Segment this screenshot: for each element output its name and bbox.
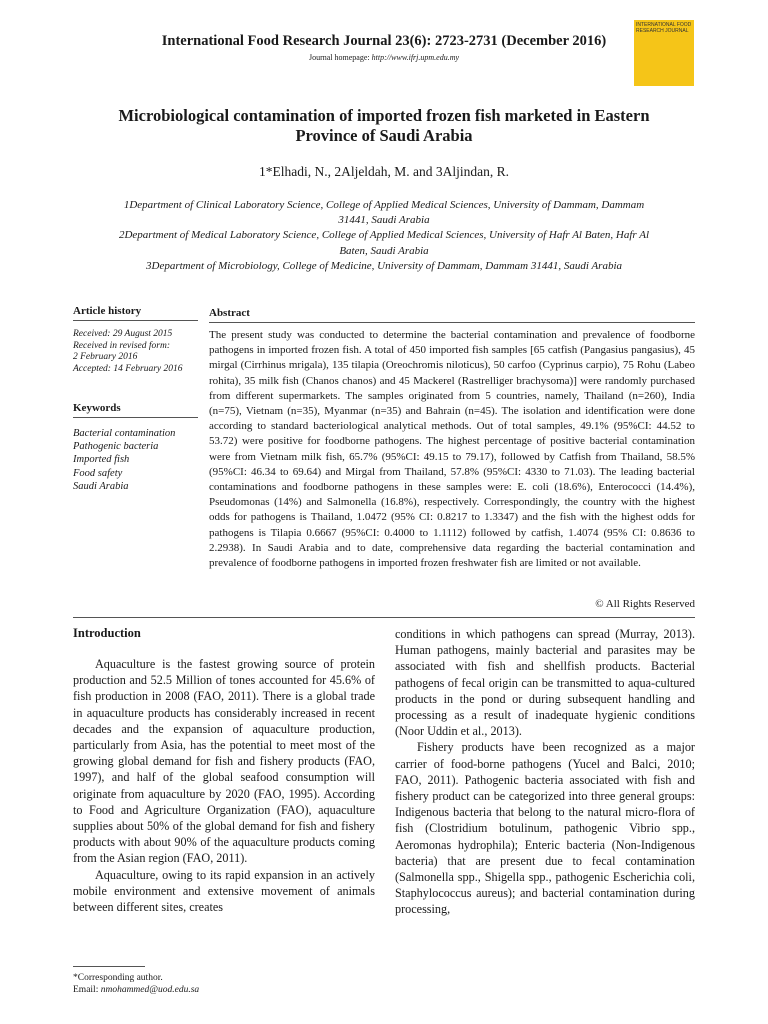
affiliation-3: 3Department of Microbiology, College of Medicine, University of Dammam, Dammam 31441, Saudi Arabia [146,259,622,272]
paper-title-line-1: Microbiological contamination of imported frozen fish marketed in Eastern [118,106,650,125]
section-divider [73,617,695,618]
email-address[interactable]: nmohammed@uod.edu.sa [100,985,200,995]
revised-date: 2 February 2016 [73,352,138,362]
accepted-date: Accepted: 14 February 2016 [73,363,183,374]
keywords-rule [73,417,198,418]
keywords-heading: Keywords [73,402,121,414]
body-paragraph: conditions in which pathogens can spread (Murray, 2013). Human pathogens, mainly bacterial and parasites may be associated with fish and shellfish products. Bacterial pathogens of fecal origin can be transmitted to aqua-cultured products in the pond or during subsequent handling and processing as a result of inadequate hygienic conditions (Noor Uddin et al., 2013). [395,627,695,739]
body-paragraph: Aquaculture is the fastest growing source of protein production and 52.5 Million of tones accounted for 45.6% of fish production in 2008 (FAO, 2011). There is a global trade in aquaculture products has considerably increased in recent decades and the expansion of aquaculture production, particularly from Asia, has the potential to meet most of the growing global demand for fish and fishery products (FAO, 1997), and half of the global seafood consumption will originate from aquaculture by 2020 (FAO, 1995). According to Food and Agriculture Organization (FAO), aquaculture supplies about 50% of the global demand for fish and fishery products with about 90% of the aquaculture products coming from the Asian region (FAO, 2011). [73,657,375,866]
body-paragraph: Fishery products have been recognized as a major carrier of food-borne pathogens (Yucel and Balci, 2010; FAO, 2011). Pathogenic bacteria associated with fish and fishery product can be categorized into three general groups: Indigenous bacteria that belong to the natural micro-flora of fish (Clostridium botulinum, pathogenic Vibrio spp., Aeromonas hydrophila); Enteric bacteria (Non-Indigenous bacteria) that are present due to fecal contamination (Salmonella spp., Shigella spp., pathogenic Escherichia coli, Staphylococcus aureus); and bacterial contamination during processing, [395,740,695,917]
abstract-rule [209,322,695,323]
keyword-item: Bacterial contamination [73,428,176,439]
homepage-label: Journal homepage: [308,53,372,62]
footnote-rule [73,966,145,967]
paper-title [80,106,688,146]
abstract-text: The present study was conducted to determine the bacterial contamination and prevalence of foodborne pathogens in imported frozen fish. A total of 450 imported fish samples [65 catfish (Pangasius pangasius), 45 mirgal (Cirrhinus mrigala), 135 tilapia (Oreochromis niloticus), 50 carfoo (Cyprinus carpio), 75 Rohu (Labeo rohita), 35 milk fish (Chanos chanos) and 45 Mackerel (Rastrelliger brachysoma)] were randomly purchased from different supermarkets. The samples originated from 5 countries, namely, Thailand (n=260), India (n=75), Vietnam (n=35), Myanmar (n=35) and Bahrain (n=45). The isolation and identification were done according to standard bacteriological analytical methods. Out of total samples, 49.1% (95%CI: 44.52 to 53.72) were positive for foodborne pathogens. The highest percentage of positive bacterial contamination were from Vietnam milk fish, 65.7% (95%CI: 49.15 to 79.17), followed by Catfish from Thailand, 58.5% (95%CI: 46.34 to 69.64) and Mirgal from Thailand, 57.8% (95%CI: 4330 to 71.03). The leading bacterial contaminations and foodborne pathogens in these samples were: E. coli (18.6%), Enterococci (14.4%), Pseudomonas (14%) and Salmonella (16.8%), respectively. Correspondingly, the country with the highest odds for pathogens is Thailand, 1.0472 (95% CI: 0.8217 to 1.3347) and the fish with the highest odds for pathogens is Tilapia 0.6667 (95%CI: 0.4000 to 1.1112) followed by catfish, 1.4074 (95% CI: 0.8636 to 2.2938). In Saudi Arabia and to date, comprehensive data regarding the bacterial contamination and prevalence of foodborne pathogens in imported frozen freshwater fish are limited or not available. [209,329,695,570]
email-label: Email: [73,985,101,995]
homepage-link[interactable]: http://www.ifrj.upm.edu.my [371,53,460,62]
body-paragraph: Aquaculture, owing to its rapid expansion in an actively mobile environment and extensive movement of animals between different sites, creates [73,867,375,915]
authors: 1*Elhadi, N., 2Aljeldah, M. and 3Aljindan, R. [258,164,510,179]
received-date: Received: 29 August 2015 [73,329,173,339]
journal-title: International Food Research Journal 23(6): 2723-2731 (December 2016) [161,33,607,49]
affiliation-1: 1Department of Clinical Laboratory Science, College of Applied Medical Sciences, University of Dammam, Dammam 31441, Saudi Arabia [123,199,645,227]
body-column-left [73,656,375,915]
journal-logo [634,20,694,86]
keyword-item: Saudi Arabia [73,480,129,492]
logo-text: INTERNATIONAL FOOD RESEARCH JOURNAL [636,22,692,34]
introduction-heading: Introduction [73,626,141,640]
article-history-dates [73,329,203,375]
article-history-heading: Article history [73,305,142,317]
keyword-item: Imported fish [73,454,130,466]
keyword-item: Food safety [73,467,123,479]
rights-notice: © All Rights Reserved [595,598,695,610]
article-history-rule [73,320,198,321]
email-line [73,984,199,996]
paper-title-line-2: Province of Saudi Arabia [295,126,473,145]
abstract-heading: Abstract [209,307,250,319]
keywords-list [73,427,203,493]
corresponding-author-note: *Corresponding author. [73,973,163,983]
keyword-item: Pathogenic bacteria [73,441,159,453]
footnote [73,972,199,996]
affiliations [110,198,658,274]
affiliation-2: 2Department of Medical Laboratory Science, College of Applied Medical Sciences, University of Hafr Al Baten, Hafr Al Baten, Saudi Arabia [118,229,650,257]
body-column-right [395,626,695,918]
revised-label: Received in revised form: [73,340,170,351]
